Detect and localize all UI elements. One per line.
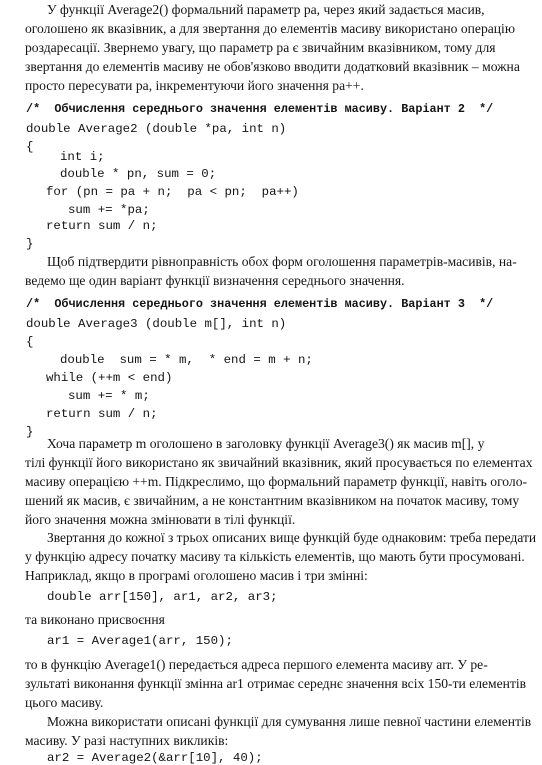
- code-line: return sum / n;: [46, 407, 158, 421]
- code-line: }: [26, 237, 34, 251]
- text-line: роздаресації. Звернемо увагу, що параметр pa є звичайним вказівником, тому для: [25, 40, 496, 55]
- text-line: зультаті виконання функції змінна ar1 отримає середнє значення всіх 150-ти елементів: [25, 676, 527, 691]
- text-line: то в функцію Average1() передається адреса першого елемента масиву arr. У ре-: [25, 657, 488, 672]
- code-line: sum += * m;: [68, 389, 150, 403]
- text-line: масиву операцією ++m. Підкреслимо, що формальний параметр функції, навіть оголо-: [25, 474, 528, 489]
- code-line: {: [26, 140, 34, 154]
- text-line: шений як масив, є звичайним, а не константним вказівником на початок масиву, тому: [25, 493, 520, 508]
- code-line: int i;: [60, 150, 105, 164]
- text-line: у функцію адресу початку масиву та кількість елементів, що мають бути просумовані.: [25, 549, 525, 564]
- code-line: ar1 = Average1(arr, 150);: [47, 634, 233, 648]
- text-line: оголошено як вказівник, а для звертання до елементів масиву використано операцію: [25, 21, 515, 36]
- text-line: Хоча параметр m оголошено в заголовку функції Average3() як масив m[], у: [47, 436, 485, 451]
- text-line: Щоб підтвердити рівноправність обох форм оголошення параметрів-масивів, на-: [47, 254, 517, 269]
- code-line: double sum = * m, * end = m + n;: [60, 353, 313, 367]
- text-line: та виконано присвоєння: [25, 612, 165, 627]
- text-line: його значення можна змінювати в тілі функції.: [25, 512, 296, 527]
- code-line: for (pn = pa + n; pa < pn; pa++): [46, 185, 299, 199]
- text-line: цього масиву.: [25, 695, 104, 710]
- code-comment: /* Обчислення середнього значення елементів масиву. Варіант 3 */: [26, 297, 494, 311]
- code-comment: /* Обчислення середнього значення елементів масиву. Варіант 2 */: [26, 102, 494, 116]
- text-line: тілі функції його використано як звичайний вказівник, який просувається по елементах: [25, 455, 533, 470]
- text-line: ведемо ще один варіант функції визначення середнього значення.: [25, 273, 405, 288]
- code-line: ar2 = Average2(&arr[10], 40);: [47, 751, 263, 765]
- code-line: sum += *pa;: [68, 203, 150, 217]
- code-line: }: [26, 425, 34, 439]
- code-line: return sum / n;: [46, 219, 158, 233]
- code-line: double * pn, sum = 0;: [60, 167, 217, 181]
- text-line: Звертання до кожної з трьох описаних вище функцій буде однаковим: треба передати: [47, 530, 537, 545]
- code-line: double Average3 (double m[], int n): [26, 317, 287, 331]
- text-line: масиву. У разі наступних викликів:: [25, 733, 229, 748]
- code-line: {: [26, 335, 34, 349]
- text-line: Можна використати описані функції для сумування лише певної частини елементів: [47, 714, 532, 729]
- text-line: звертання до елементів масиву не обов'язково вводити додатковий вказівник – можна: [25, 59, 520, 74]
- code-line: double Average2 (double *pa, int n): [26, 122, 287, 136]
- code-line: double arr[150], ar1, ar2, ar3;: [47, 590, 278, 604]
- text-line: У функції Average2() формальний параметр pa, через який задається масив,: [47, 2, 485, 17]
- text-line: Наприклад, якщо в програмі оголошено масив і три змінні:: [25, 568, 368, 583]
- code-line: while (++m < end): [46, 371, 173, 385]
- text-line: просто пересувати pa, інкрементуючи його значення pa++.: [25, 78, 364, 93]
